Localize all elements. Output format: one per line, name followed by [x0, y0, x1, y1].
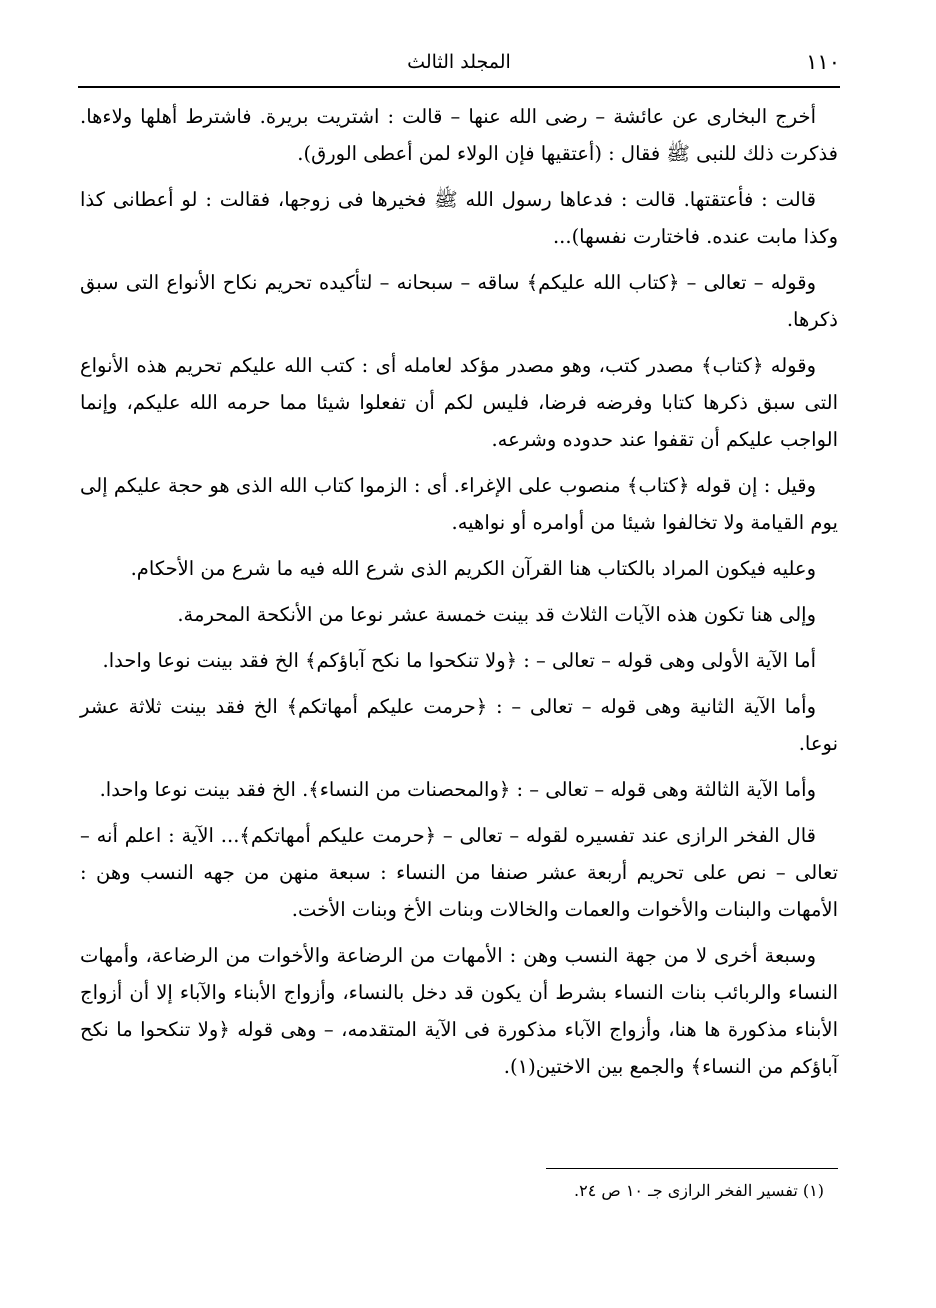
paragraph: وأما الآية الثالثة وهى قوله – تعالى – : ﴿والمحصنات من النساء﴾. الخ فقد بينت نوعا واحدا.: [99, 778, 816, 801]
paragraph: وقوله ﴿كتاب﴾ مصدر كتب، وهو مصدر مؤكد لعامله أى : كتب الله عليكم تحريم هذه الأنواع التى سبق ذكرها كتابا وفرضه فرضا، فليس لكم أن تفعلوا شيئا مما حرمه الله عليكم، وإنما الواجب عليكم أن تقفوا عند حدوده وشرعه.: [80, 354, 838, 451]
footnote: (١) تفسير الفخر الرازى جـ ١٠ ص ٢٤.: [574, 1181, 824, 1200]
footnotes: [80, 1176, 838, 1206]
paragraph: أخرج البخارى عن عائشة – رضى الله عنها – قالت : اشتريت بريرة. فاشترط أهلها ولاءها. فذكرت ذلك للنبى ﷺ فقال : (أعتقيها فإن الولاء لمن أعطى الورق).: [80, 105, 838, 165]
paragraph: أما الآية الأولى وهى قوله – تعالى – : ﴿ولا تنكحوا ما نكح آباؤكم﴾ الخ فقد بينت نوعا واحدا.: [102, 649, 816, 672]
paragraph: قال الفخر الرازى عند تفسيره لقوله – تعالى – ﴿حرمت عليكم أمهاتكم﴾... الآية : اعلم أنه – تعالى – نص على تحريم أربعة عشر صنفا من النساء : سبعة منهن من جهه النسب وهن : الأمهات والبنات والأخوات والعمات والخالات وبنات الأخ وبنات الأخت.: [80, 824, 838, 921]
paragraph: وأما الآية الثانية وهى قوله – تعالى – : ﴿حرمت عليكم أمهاتكم﴾ الخ فقد بينت ثلاثة عشر نوعا.: [80, 695, 838, 755]
paragraph: وعليه فيكون المراد بالكتاب هنا القرآن الكريم الذى شرع الله فيه ما شرع من الأحكام.: [130, 557, 816, 580]
header-rule: [78, 86, 840, 88]
page-header: [78, 44, 840, 84]
paragraph: وإلى هنا تكون هذه الآيات الثلاث قد بينت خمسة عشر نوعا من الأنكحة المحرمة.: [177, 603, 816, 626]
page-number: ١١٠: [806, 50, 840, 74]
paragraph: قالت : فأعتقتها. قالت : فدعاها رسول الله ﷺ فخيرها فى زوجها، فقالت : لو أعطانى كذا وكذا مابت عنده. فاختارت نفسها)...: [80, 188, 838, 248]
body-text: [80, 98, 838, 1094]
paragraph: وسبعة أخرى لا من جهة النسب وهن : الأمهات من الرضاعة والأخوات من الرضاعة، وأمهات النساء والربائب بنات النساء بشرط أن يكون قد دخل بالنساء، وأزواج الأبناء والآباء إلا أن أزواج الأبناء مذكورة ها هنا، وأزواج الآباء مذكورة فى الآية المتقدمه، – وهى قوله ﴿ولا تنكحوا ما نكح آباؤكم من النساء﴾ والجمع بين الاختين(١).: [80, 944, 838, 1078]
paragraph: وقوله – تعالى – ﴿كتاب الله عليكم﴾ ساقه – سبحانه – لتأكيده تحريم نكاح الأنواع التى سبق ذكرها.: [80, 271, 838, 331]
paragraph: وقيل : إن قوله ﴿كتاب﴾ منصوب على الإغراء. أى : الزموا كتاب الله الذى هو حجة عليكم إلى يوم القيامة ولا تخالفوا شيئا من أوامره أو نواهيه.: [80, 474, 838, 534]
footnote-rule: [546, 1168, 838, 1169]
running-title: المجلد الثالث: [407, 51, 511, 73]
